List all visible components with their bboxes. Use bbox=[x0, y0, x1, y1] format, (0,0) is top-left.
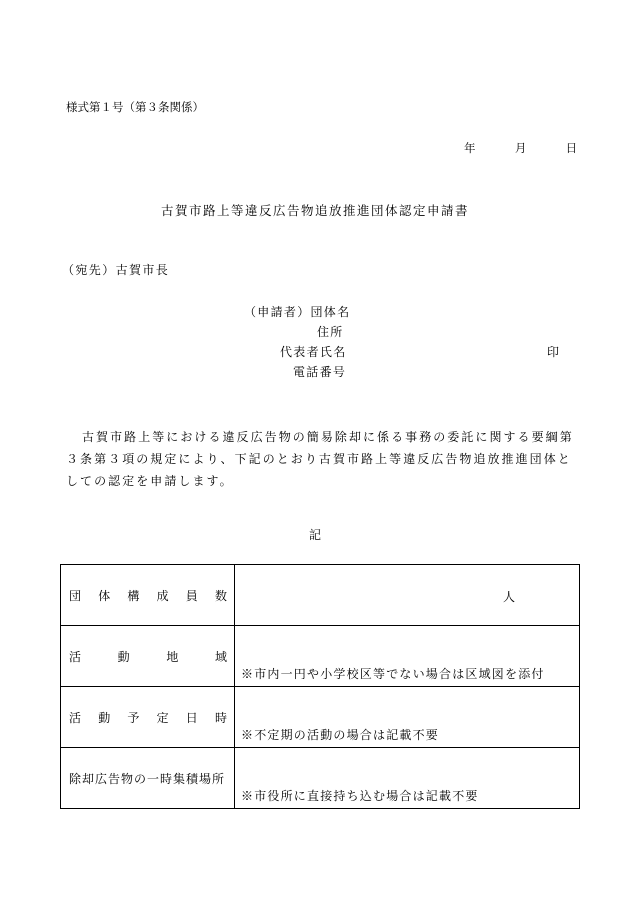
table-row bbox=[61, 565, 580, 626]
label-char: 地 bbox=[166, 649, 179, 664]
label-char: 時 bbox=[214, 710, 227, 725]
row-label-storage bbox=[61, 748, 235, 809]
label-char: 域 bbox=[214, 649, 227, 664]
label-char: 日 bbox=[185, 710, 198, 725]
seal-mark: 印 bbox=[547, 345, 561, 359]
applicant-rep-label: 代表者氏名 bbox=[280, 345, 347, 359]
label-char: 活 bbox=[69, 649, 82, 664]
applicant-phone-label: 電話番号 bbox=[293, 365, 347, 379]
members-value-cell[interactable] bbox=[235, 565, 580, 626]
label-char: 活 bbox=[69, 710, 82, 725]
date-month: 月 bbox=[514, 141, 527, 155]
addressee: （宛先）古賀市長 bbox=[62, 263, 170, 277]
label-char: 団 bbox=[69, 588, 82, 603]
label-char: 員 bbox=[185, 588, 198, 603]
detail-table bbox=[60, 564, 580, 809]
table-row bbox=[61, 626, 580, 687]
application-statement: 古賀市路上等における違反広告物の簡易除却に係る事務の委託に関する要綱第３条第３項の規定により、下記のとおり古賀市路上等違反広告物追放推進団体としての認定を申請します。 bbox=[66, 430, 574, 488]
area-value-cell[interactable] bbox=[235, 626, 580, 687]
schedule-value-cell[interactable] bbox=[235, 687, 580, 748]
ki-heading: 記 bbox=[308, 528, 321, 542]
storage-label: 除却広告物の一時集積場所 bbox=[69, 771, 226, 786]
storage-note: ※市役所に直接持ち込む場合は記載不要 bbox=[241, 789, 479, 803]
label-char: 定 bbox=[156, 710, 169, 725]
applicant-address-label: 住所 bbox=[317, 325, 344, 339]
schedule-note: ※不定期の活動の場合は記載不要 bbox=[241, 728, 440, 742]
label-char: 成 bbox=[156, 588, 169, 603]
label-char: 構 bbox=[127, 588, 140, 603]
date-day: 日 bbox=[565, 141, 578, 155]
date-line bbox=[464, 141, 577, 155]
unit-person: 人 bbox=[502, 590, 515, 604]
document-title: 古賀市路上等違反広告物追放推進団体認定申請書 bbox=[160, 203, 469, 218]
label-char: 動 bbox=[98, 710, 111, 725]
label-char: 動 bbox=[117, 649, 130, 664]
table-row bbox=[61, 687, 580, 748]
row-label-area bbox=[61, 626, 235, 687]
table-row bbox=[61, 748, 580, 809]
label-char: 予 bbox=[127, 710, 140, 725]
row-label-schedule bbox=[61, 687, 235, 748]
storage-value-cell[interactable] bbox=[235, 748, 580, 809]
label-char: 体 bbox=[98, 588, 111, 603]
label-char: 数 bbox=[214, 588, 227, 603]
applicant-org-label: （申請者）団体名 bbox=[244, 305, 351, 319]
date-year: 年 bbox=[464, 141, 476, 155]
area-note: ※市内一円や小学校区等でない場合は区域図を添付 bbox=[241, 667, 545, 681]
form-number: 様式第１号（第３条関係） bbox=[66, 100, 204, 114]
row-label-members bbox=[61, 565, 235, 626]
